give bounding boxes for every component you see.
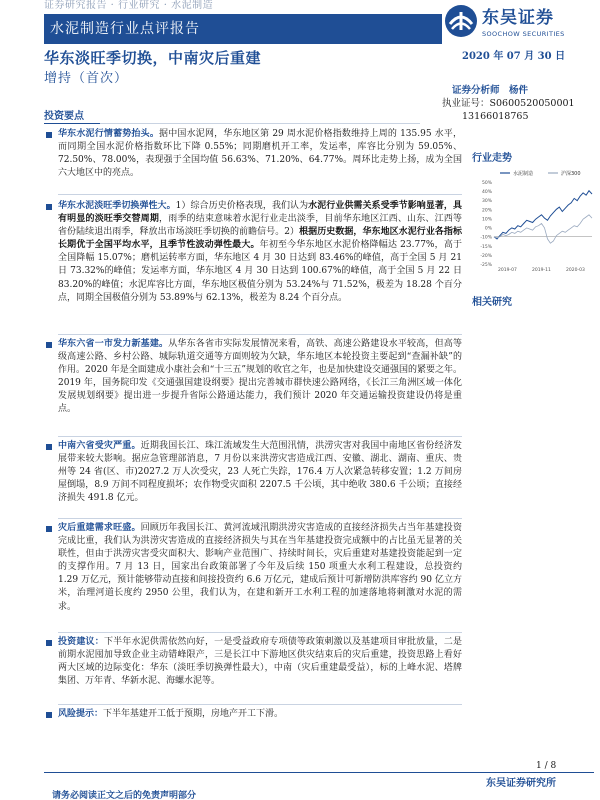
brand-name: 东吴证券 xyxy=(482,8,554,28)
report-title: 华东淡旺季切换，中南灾后重建 xyxy=(44,49,262,67)
y-tick-label: 0% xyxy=(484,226,492,232)
bullet-marker xyxy=(46,526,52,532)
report-date: 2020 年 07 月 30 日 xyxy=(462,51,566,62)
footer-institute: 东吴证券研究所 xyxy=(486,778,556,789)
bullet-text: 灾后重建需求旺盛。回顾历年我国长江、黄河流域汛期洪涝灾害造成的直接经济损失占当年基建投资完成比重，我们认为洪涝灾害造成的直接经济损失与其在当年基建投资完成额中的占比虽无显著的关联性，但由于洪涝灾害受灾面积大、影响产业范围广、持续时间长，灾后重建对基建投资能起到一定的支撑作用。7 月 13 日，国家出台政策部署了今年及后续 150 项重大水利工程建设，总投资约 1.29 万亿元，预计能够带动直接和间接投资约 6.6 万亿元，建成后预计可新增防洪库容约 90 亿立方米，治理河道长度约 2950 公里，我们认为，在建和新开工水利工程的加速落地将刺激对水泥的需求。 xyxy=(58,523,462,612)
bullet-divider xyxy=(58,194,462,195)
section-label: 投资要点 xyxy=(44,111,84,122)
x-tick-label: 2019-07 xyxy=(498,268,517,273)
report-category-text: 证券研究报告 · 行业研究 · 水泥制造 xyxy=(44,0,214,11)
analyst-license: 执业证号：S0600520050001 xyxy=(442,98,575,109)
bullet-text: 投资建议：下半年水泥供需依然向好，一是受益政府专项债等政策刺激以及基建项目审批放量，二是前期水泥囤加导致企业主动错峰限产，三是长江中下游地区供灾结束后的灾后重建，投资思路上看好两大区域的边际变化：华东（淡旺季切换弹性最大），中南（灾后重建最受益），标的上峰水泥、塔牌集团、万年青、华新水泥、海螺水泥等。 xyxy=(58,637,462,687)
bullet-text: 风险提示：下半年基建开工低于预期，房地产开工下滑。 xyxy=(58,709,284,719)
legend-label: 沪深300 xyxy=(561,171,581,177)
rating-label: 增持（首次） xyxy=(44,71,129,86)
bullet-text: 华东水泥淡旺季切换弹性大。1）综合历史价格表现，我们认为水泥行业供需关系受季节影响显著，具有明显的淡旺季交替周期，雨季的结束意味着水泥行业走出淡季，目前华东地区江西、山东、江西等省份陆续退出雨季，释放出市场淡旺季切换的前瞻信号。2）根据历史数据，华东地区水泥行业各指标长期优于全国平均水平，且季节性波动弹性最大。年初至今华东地区水泥价格降幅达 23.77%，高于全国降幅 15.07%；磨机运转率方面，华东地区 4 月 30 日达到 83.46%的峰值，高于全国 5 月 21 日 73.32%的峰值；发运率方面，华东地区 4 月 30 日达到 100.67%的峰值，高于全国 5 月 22 日 83.20%的峰值；水泥库容比方面，华东地区极值分别为 53.24%与 71.52%，极差为 18.28 个百分点，同期全国极值分别为 53.89%与 62.13%，极差为 8.24 个百分点。 xyxy=(58,201,462,303)
bullet-marker xyxy=(46,204,52,210)
bullet-divider xyxy=(58,334,462,335)
bullet-divider xyxy=(58,704,462,705)
related-research-label: 相关研究 xyxy=(472,297,512,308)
soochow-logo-icon xyxy=(444,4,478,38)
report-type-banner xyxy=(44,14,442,44)
trend-chart-svg xyxy=(472,168,594,276)
series-line-cement xyxy=(494,191,592,239)
bullet-text: 中南六省受灾严重。近期我国长江、珠江流域发生大范围汛情，洪涝灾害对我国中南地区省份经济发展带来较大影响。据应急管理部消息，7 月份以来洪涝灾害造成江西、安徽、湖北、湖南、重庆、贵州等 24 省(区、市)2027.2 万人次受灾，23 人死亡失踪，176.4 万人次紧急转移安置；1.2 万间房屋倒塌，8.9 万间不同程度损坏；农作物受灾面积 2207.5 千公顷，其中绝收 380.6 千公顷；直接经济损失 491.8 亿元。 xyxy=(58,441,462,504)
footer-disclaimer: 请务必阅读正文之后的免责声明部分 xyxy=(52,791,197,800)
bullet-divider xyxy=(58,436,462,437)
y-tick-label: -10% xyxy=(480,235,492,241)
bullet-marker xyxy=(46,444,52,450)
brand-english-name: SOOCHOW SECURITIES xyxy=(482,30,565,38)
y-tick-label: 10% xyxy=(481,217,492,223)
report-type-text: 水泥制造行业点评报告 xyxy=(50,21,200,37)
bullet-marker xyxy=(46,712,52,718)
section-divider xyxy=(100,123,420,124)
trend-section xyxy=(472,152,512,166)
y-tick-label: 20% xyxy=(481,208,492,214)
y-tick-label: -20% xyxy=(480,253,492,259)
y-tick-label: 40% xyxy=(481,190,492,196)
series-line-csi300 xyxy=(494,215,592,243)
y-tick-label: 30% xyxy=(481,199,492,205)
bullet-text: 华东水泥行情蓄势抬头。据中国水泥网，华东地区第 29 周水泥价格指数维持上周的 135.95 水平，而同期全国水泥价格指数环比下降 0.55%；同期磨机开工率，发运率，库容比分别为 59.05%、72.50%、78.00%，表现强于全国均值 56.63%、71.20%、64.77%。周环比走势上扬，成为全国六大地区中的亮点。 xyxy=(58,129,462,179)
brand-logo xyxy=(444,2,594,44)
bullet-divider xyxy=(58,632,462,633)
x-tick-label: 2020-03 xyxy=(566,268,585,273)
x-tick-label: 2019-11 xyxy=(532,268,551,273)
section-underline xyxy=(44,123,100,124)
y-tick-label: -15% xyxy=(480,244,492,250)
bullet-marker xyxy=(46,640,52,646)
legend-label: 水泥制造 xyxy=(513,171,534,177)
page-number: 1 / 8 xyxy=(536,761,557,771)
bullet-marker xyxy=(46,342,52,348)
analyst-phone: 13166018765 xyxy=(462,111,529,122)
bullet-marker xyxy=(46,132,52,138)
industry-trend-chart xyxy=(472,168,594,276)
footer-divider xyxy=(44,772,594,773)
bullet-divider xyxy=(58,518,462,519)
trend-label: 行业走势 xyxy=(472,153,512,164)
y-tick-label: -25% xyxy=(480,263,492,268)
related-research-section xyxy=(472,296,512,310)
analyst-title: 证券分析师 杨件 xyxy=(452,85,529,96)
bullet-text: 华东六省一市发力新基建。从华东各省市实际发展情况来看，高铁、高速公路建设水平较高，但高等级高速公路、乡村公路、城际轨道交通等方面则较为欠缺，华东地区本轮投资主要起到“查漏补缺”的作用。2020 年是全面建成小康社会和“十三五”规划的收官之年，也是加快建设交通强国的紧要之年。2019 年，国务院印发《交通强国建设纲要》提出完善城市群快速公路网络，《长江三角洲区域一体化发展规划纲要》提出进一步提升省际公路通达能力，我们预计 2020 年交通运输投资建设仍将是重点。 xyxy=(58,339,462,415)
y-tick-label: 50% xyxy=(481,181,492,186)
